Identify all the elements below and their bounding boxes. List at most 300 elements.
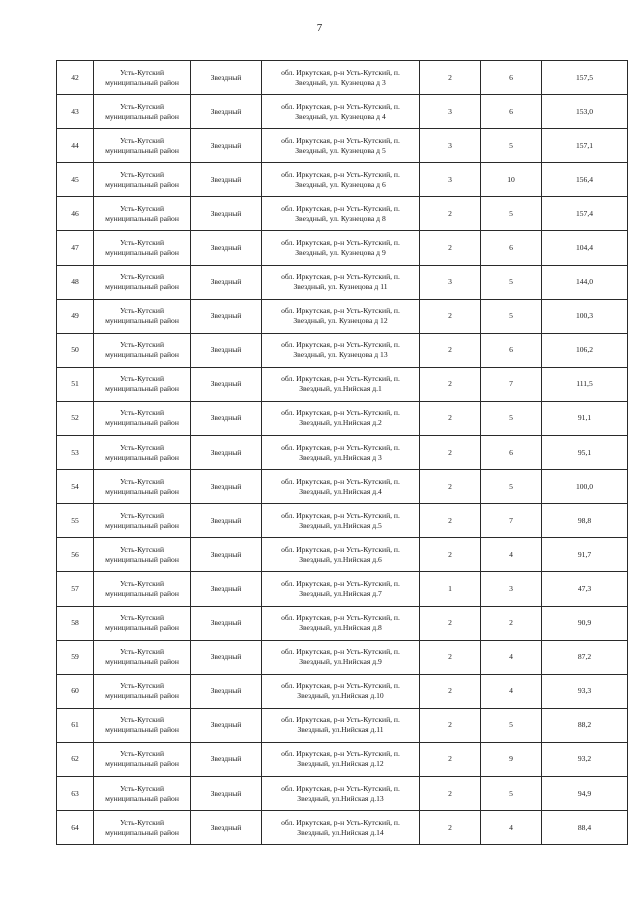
settlement: Звездный xyxy=(210,481,242,491)
settlement-cell xyxy=(191,61,262,95)
value-cell-a xyxy=(420,674,481,708)
value-cell-c xyxy=(542,708,628,742)
value-cell-b xyxy=(481,367,542,401)
area-line2: муниципальный район xyxy=(105,384,179,394)
value-cell-c xyxy=(542,61,628,95)
area-line2: муниципальный район xyxy=(105,248,179,258)
col-c: 153,0 xyxy=(575,106,594,116)
col-b: 2 xyxy=(509,618,513,628)
col-a: 2 xyxy=(448,345,452,355)
row-number-cell xyxy=(57,504,94,538)
col-a: 2 xyxy=(448,686,452,696)
table-row xyxy=(57,231,628,265)
district-cell xyxy=(94,95,191,129)
area-line2: муниципальный район xyxy=(105,520,179,530)
col-c: 95,1 xyxy=(577,447,592,457)
addr-line2: Звездный, ул.Нийская д.5 xyxy=(299,520,382,530)
area-line1: Усть-Кутский xyxy=(119,169,165,179)
col-c: 104,4 xyxy=(575,243,594,253)
settlement: Звездный xyxy=(210,720,242,730)
district-cell xyxy=(94,231,191,265)
col-b: 4 xyxy=(509,686,513,696)
settlement-cell xyxy=(191,129,262,163)
row-number-cell xyxy=(57,811,94,845)
col-c: 111,5 xyxy=(576,379,593,389)
value-cell-a xyxy=(420,470,481,504)
settlement-cell xyxy=(191,606,262,640)
col-a: 2 xyxy=(448,243,452,253)
col-b: 5 xyxy=(509,311,513,321)
district-cell xyxy=(94,470,191,504)
table-row xyxy=(57,163,628,197)
col-a: 2 xyxy=(448,549,452,559)
value-cell-b xyxy=(481,333,542,367)
col-a: 2 xyxy=(448,481,452,491)
settlement-cell xyxy=(191,231,262,265)
addr-line2: Звездный, ул.Нийская д 3 xyxy=(299,452,382,462)
col-c: 93,2 xyxy=(577,754,592,764)
settlement-cell xyxy=(191,265,262,299)
settlement: Звездный xyxy=(210,447,242,457)
value-cell-a xyxy=(420,606,481,640)
addr-line2: Звездный, ул.Нийская д.8 xyxy=(299,623,382,633)
district-cell xyxy=(94,299,191,333)
area-line2: муниципальный район xyxy=(105,350,179,360)
value-cell-c xyxy=(542,811,628,845)
addr-line1: обл. Иркутская, р-н Усть-Кутский, п. xyxy=(281,374,400,384)
row-number-cell xyxy=(57,572,94,606)
address-cell xyxy=(262,333,420,367)
value-cell-b xyxy=(481,674,542,708)
row-number-cell xyxy=(57,231,94,265)
area-line1: Усть-Кутский xyxy=(119,749,165,759)
value-cell-c xyxy=(542,367,628,401)
col-a: 2 xyxy=(448,822,452,832)
value-cell-b xyxy=(481,299,542,333)
col-a: 3 xyxy=(448,277,452,287)
num: 61 xyxy=(71,720,79,730)
area-line1: Усть-Кутский xyxy=(119,67,165,77)
table-row xyxy=(57,299,628,333)
area-line1: Усть-Кутский xyxy=(119,340,165,350)
table-row xyxy=(57,265,628,299)
area-line1: Усть-Кутский xyxy=(119,374,165,384)
area-line1: Усть-Кутский xyxy=(119,203,165,213)
col-a: 2 xyxy=(448,208,452,218)
district-cell xyxy=(94,401,191,435)
value-cell-c xyxy=(542,197,628,231)
row-number-cell xyxy=(57,129,94,163)
addr-line2: Звездный, ул. Кузнецова д 6 xyxy=(295,179,386,189)
value-cell-b xyxy=(481,95,542,129)
num: 58 xyxy=(71,618,79,628)
num: 50 xyxy=(71,345,79,355)
col-c: 91,1 xyxy=(577,413,592,423)
addr-line2: Звездный, ул.Нийская д.14 xyxy=(297,827,384,837)
address-cell xyxy=(262,401,420,435)
area-line1: Усть-Кутский xyxy=(119,510,165,520)
addr-line1: обл. Иркутская, р-н Усть-Кутский, п. xyxy=(281,306,400,316)
value-cell-b xyxy=(481,470,542,504)
row-number-cell xyxy=(57,436,94,470)
settlement: Звездный xyxy=(210,174,242,184)
housing-registry-table xyxy=(56,60,628,845)
num: 62 xyxy=(71,754,79,764)
table-row xyxy=(57,436,628,470)
row-number-cell xyxy=(57,299,94,333)
area-line1: Усть-Кутский xyxy=(119,681,165,691)
table-row xyxy=(57,811,628,845)
district-cell xyxy=(94,640,191,674)
col-c: 93,3 xyxy=(577,686,592,696)
col-a: 2 xyxy=(448,311,452,321)
value-cell-b xyxy=(481,401,542,435)
table-row xyxy=(57,674,628,708)
col-c: 87,2 xyxy=(577,652,592,662)
address-cell xyxy=(262,265,420,299)
table-row xyxy=(57,61,628,95)
addr-line2: Звездный, ул. Кузнецова д 4 xyxy=(295,111,386,121)
district-cell xyxy=(94,61,191,95)
area-line1: Усть-Кутский xyxy=(119,476,165,486)
row-number-cell xyxy=(57,606,94,640)
col-c: 157,4 xyxy=(575,208,594,218)
value-cell-a xyxy=(420,299,481,333)
addr-line1: обл. Иркутская, р-н Усть-Кутский, п. xyxy=(281,169,400,179)
settlement: Звездный xyxy=(210,311,242,321)
col-a: 2 xyxy=(448,618,452,628)
area-line2: муниципальный район xyxy=(105,418,179,428)
settlement: Звездный xyxy=(210,243,242,253)
value-cell-c xyxy=(542,674,628,708)
value-cell-c xyxy=(542,333,628,367)
value-cell-c xyxy=(542,401,628,435)
value-cell-c xyxy=(542,606,628,640)
row-number-cell xyxy=(57,708,94,742)
row-number-cell xyxy=(57,265,94,299)
col-b: 9 xyxy=(509,754,513,764)
address-cell xyxy=(262,708,420,742)
col-c: 100,0 xyxy=(575,481,594,491)
row-number-cell xyxy=(57,401,94,435)
addr-line2: Звездный, ул.Нийская д.12 xyxy=(297,759,384,769)
col-b: 5 xyxy=(509,208,513,218)
address-cell xyxy=(262,163,420,197)
table-row xyxy=(57,95,628,129)
area-line1: Усть-Кутский xyxy=(119,647,165,657)
value-cell-c xyxy=(542,231,628,265)
settlement: Звездный xyxy=(210,618,242,628)
addr-line1: обл. Иркутская, р-н Усть-Кутский, п. xyxy=(281,272,400,282)
addr-line1: обл. Иркутская, р-н Усть-Кутский, п. xyxy=(281,578,400,588)
value-cell-b xyxy=(481,265,542,299)
row-number-cell xyxy=(57,95,94,129)
col-b: 5 xyxy=(509,481,513,491)
value-cell-a xyxy=(420,742,481,776)
settlement: Звездный xyxy=(210,277,242,287)
col-c: 156,4 xyxy=(575,174,594,184)
address-cell xyxy=(262,640,420,674)
addr-line1: обл. Иркутская, р-н Усть-Кутский, п. xyxy=(281,203,400,213)
value-cell-c xyxy=(542,265,628,299)
address-cell xyxy=(262,367,420,401)
district-cell xyxy=(94,367,191,401)
value-cell-b xyxy=(481,640,542,674)
district-cell xyxy=(94,504,191,538)
area-line1: Усть-Кутский xyxy=(119,238,165,248)
settlement-cell xyxy=(191,538,262,572)
settlement-cell xyxy=(191,776,262,810)
area-line1: Усть-Кутский xyxy=(119,306,165,316)
area-line1: Усть-Кутский xyxy=(119,715,165,725)
address-cell xyxy=(262,572,420,606)
settlement-cell xyxy=(191,95,262,129)
value-cell-a xyxy=(420,538,481,572)
area-line1: Усть-Кутский xyxy=(119,783,165,793)
district-cell xyxy=(94,436,191,470)
table-row xyxy=(57,333,628,367)
value-cell-b xyxy=(481,742,542,776)
num: 56 xyxy=(71,549,79,559)
addr-line2: Звездный, ул. Кузнецова д 8 xyxy=(295,213,386,223)
value-cell-a xyxy=(420,367,481,401)
district-cell xyxy=(94,163,191,197)
row-number-cell xyxy=(57,742,94,776)
area-line2: муниципальный район xyxy=(105,316,179,326)
num: 45 xyxy=(71,174,79,184)
area-line2: муниципальный район xyxy=(105,588,179,598)
col-a: 2 xyxy=(448,720,452,730)
num: 44 xyxy=(71,140,79,150)
col-c: 157,1 xyxy=(575,140,594,150)
value-cell-b xyxy=(481,811,542,845)
col-a: 3 xyxy=(448,140,452,150)
addr-line2: Звездный, ул. Кузнецова д 5 xyxy=(295,145,386,155)
col-b: 6 xyxy=(509,345,513,355)
col-b: 5 xyxy=(509,788,513,798)
value-cell-b xyxy=(481,572,542,606)
num: 57 xyxy=(71,583,79,593)
value-cell-a xyxy=(420,708,481,742)
table-row xyxy=(57,538,628,572)
settlement: Звездный xyxy=(210,140,242,150)
addr-line2: Звездный, ул.Нийская д.7 xyxy=(299,588,382,598)
address-cell xyxy=(262,606,420,640)
addr-line2: Звездный, ул. Кузнецова д 3 xyxy=(295,77,386,87)
value-cell-a xyxy=(420,231,481,265)
col-c: 157,5 xyxy=(575,72,594,82)
area-line2: муниципальный район xyxy=(105,827,179,837)
area-line2: муниципальный район xyxy=(105,793,179,803)
address-cell xyxy=(262,299,420,333)
col-c: 94,9 xyxy=(577,788,592,798)
num: 48 xyxy=(71,277,79,287)
area-line2: муниципальный район xyxy=(105,111,179,121)
col-b: 6 xyxy=(509,106,513,116)
district-cell xyxy=(94,674,191,708)
settlement: Звездный xyxy=(210,208,242,218)
value-cell-c xyxy=(542,470,628,504)
addr-line1: обл. Иркутская, р-н Усть-Кутский, п. xyxy=(281,681,400,691)
district-cell xyxy=(94,606,191,640)
value-cell-b xyxy=(481,61,542,95)
value-cell-a xyxy=(420,163,481,197)
addr-line2: Звездный, ул.Нийская д.9 xyxy=(299,657,382,667)
value-cell-c xyxy=(542,436,628,470)
row-number-cell xyxy=(57,61,94,95)
settlement-cell xyxy=(191,674,262,708)
addr-line2: Звездный, ул. Кузнецова д 11 xyxy=(293,282,388,292)
addr-line2: Звездный, ул.Нийская д.1 xyxy=(299,384,382,394)
num: 46 xyxy=(71,208,79,218)
col-a: 2 xyxy=(448,754,452,764)
addr-line1: обл. Иркутская, р-н Усть-Кутский, п. xyxy=(281,613,400,623)
value-cell-a xyxy=(420,333,481,367)
table-row xyxy=(57,708,628,742)
addr-line1: обл. Иркутская, р-н Усть-Кутский, п. xyxy=(281,749,400,759)
col-c: 47,3 xyxy=(577,583,592,593)
value-cell-b xyxy=(481,163,542,197)
district-cell xyxy=(94,742,191,776)
value-cell-c xyxy=(542,163,628,197)
value-cell-a xyxy=(420,61,481,95)
addr-line2: Звездный, ул.Нийская д.2 xyxy=(299,418,382,428)
value-cell-a xyxy=(420,95,481,129)
area-line1: Усть-Кутский xyxy=(119,817,165,827)
value-cell-a xyxy=(420,504,481,538)
col-c: 90,9 xyxy=(577,618,592,628)
settlement-cell xyxy=(191,436,262,470)
value-cell-b xyxy=(481,504,542,538)
value-cell-c xyxy=(542,95,628,129)
col-c: 100,3 xyxy=(575,311,594,321)
col-b: 6 xyxy=(509,72,513,82)
area-line2: муниципальный район xyxy=(105,145,179,155)
settlement-cell xyxy=(191,197,262,231)
address-cell xyxy=(262,742,420,776)
col-c: 106,2 xyxy=(575,345,594,355)
addr-line1: обл. Иркутская, р-н Усть-Кутский, п. xyxy=(281,101,400,111)
addr-line1: обл. Иркутская, р-н Усть-Кутский, п. xyxy=(281,135,400,145)
settlement: Звездный xyxy=(210,652,242,662)
addr-line1: обл. Иркутская, р-н Усть-Кутский, п. xyxy=(281,67,400,77)
settlement-cell xyxy=(191,401,262,435)
settlement-cell xyxy=(191,504,262,538)
col-c: 88,2 xyxy=(577,720,592,730)
value-cell-c xyxy=(542,538,628,572)
settlement-cell xyxy=(191,163,262,197)
col-a: 2 xyxy=(448,413,452,423)
settlement-cell xyxy=(191,572,262,606)
settlement: Звездный xyxy=(210,754,242,764)
area-line2: муниципальный район xyxy=(105,77,179,87)
col-a: 2 xyxy=(448,379,452,389)
area-line2: муниципальный район xyxy=(105,213,179,223)
value-cell-a xyxy=(420,436,481,470)
address-cell xyxy=(262,61,420,95)
addr-line2: Звездный, ул.Нийская д.13 xyxy=(297,793,384,803)
col-c: 91,7 xyxy=(577,549,592,559)
col-c: 88,4 xyxy=(577,822,592,832)
addr-line2: Звездный, ул.Нийская д.10 xyxy=(297,691,384,701)
table-row xyxy=(57,776,628,810)
num: 55 xyxy=(71,515,79,525)
row-number-cell xyxy=(57,538,94,572)
col-b: 4 xyxy=(509,549,513,559)
page-number: 7 xyxy=(316,22,323,34)
addr-line2: Звездный, ул. Кузнецова д 12 xyxy=(293,316,388,326)
district-cell xyxy=(94,129,191,163)
col-b: 5 xyxy=(509,277,513,287)
area-line1: Усть-Кутский xyxy=(119,408,165,418)
value-cell-c xyxy=(542,299,628,333)
value-cell-b xyxy=(481,538,542,572)
row-number-cell xyxy=(57,640,94,674)
area-line1: Усть-Кутский xyxy=(119,544,165,554)
settlement: Звездный xyxy=(210,106,242,116)
area-line2: муниципальный район xyxy=(105,282,179,292)
settlement: Звездный xyxy=(210,788,242,798)
addr-line2: Звездный, ул.Нийская д.4 xyxy=(299,486,382,496)
district-cell xyxy=(94,333,191,367)
district-cell xyxy=(94,572,191,606)
value-cell-b xyxy=(481,231,542,265)
area-line1: Усть-Кутский xyxy=(119,578,165,588)
value-cell-b xyxy=(481,776,542,810)
settlement-cell xyxy=(191,333,262,367)
settlement-cell xyxy=(191,470,262,504)
area-line2: муниципальный район xyxy=(105,657,179,667)
col-a: 2 xyxy=(448,652,452,662)
num: 63 xyxy=(71,788,79,798)
table-row xyxy=(57,401,628,435)
col-c: 144,0 xyxy=(575,277,594,287)
area-line1: Усть-Кутский xyxy=(119,135,165,145)
district-cell xyxy=(94,708,191,742)
col-b: 6 xyxy=(509,447,513,457)
row-number-cell xyxy=(57,367,94,401)
area-line1: Усть-Кутский xyxy=(119,442,165,452)
value-cell-a xyxy=(420,572,481,606)
col-a: 2 xyxy=(448,447,452,457)
addr-line1: обл. Иркутская, р-н Усть-Кутский, п. xyxy=(281,647,400,657)
col-b: 3 xyxy=(509,583,513,593)
addr-line1: обл. Иркутская, р-н Усть-Кутский, п. xyxy=(281,340,400,350)
value-cell-b xyxy=(481,436,542,470)
area-line1: Усть-Кутский xyxy=(119,272,165,282)
col-b: 10 xyxy=(507,174,515,184)
value-cell-c xyxy=(542,572,628,606)
area-line2: муниципальный район xyxy=(105,452,179,462)
address-cell xyxy=(262,129,420,163)
value-cell-c xyxy=(542,640,628,674)
addr-line1: обл. Иркутская, р-н Усть-Кутский, п. xyxy=(281,544,400,554)
row-number-cell xyxy=(57,333,94,367)
value-cell-a xyxy=(420,776,481,810)
area-line2: муниципальный район xyxy=(105,486,179,496)
num: 49 xyxy=(71,311,79,321)
area-line1: Усть-Кутский xyxy=(119,101,165,111)
addr-line1: обл. Иркутская, р-н Усть-Кутский, п. xyxy=(281,408,400,418)
district-cell xyxy=(94,811,191,845)
addr-line1: обл. Иркутская, р-н Усть-Кутский, п. xyxy=(281,510,400,520)
table-row xyxy=(57,504,628,538)
settlement: Звездный xyxy=(210,686,242,696)
area-line2: муниципальный район xyxy=(105,691,179,701)
table-body xyxy=(57,61,628,845)
address-cell xyxy=(262,811,420,845)
num: 54 xyxy=(71,481,79,491)
